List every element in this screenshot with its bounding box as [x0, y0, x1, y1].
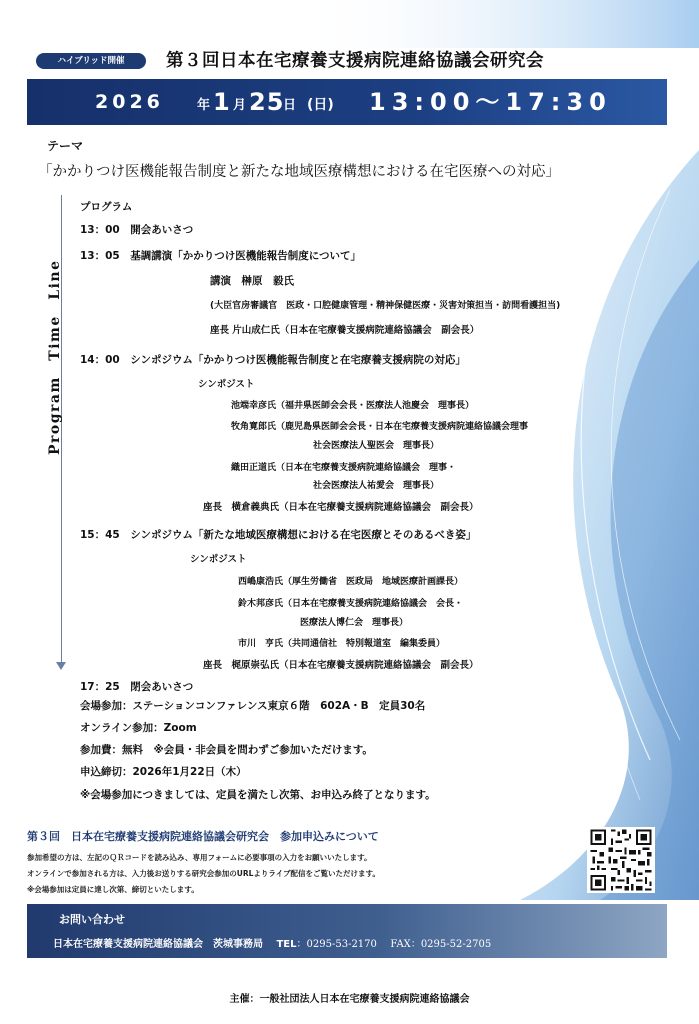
date-banner	[27, 79, 667, 125]
contact-fax: 0295-52-2705	[420, 939, 492, 950]
date-month: 1	[213, 88, 230, 116]
keynote-speaker-affiliation: (大臣官房審議官 医政・口腔健康管理・精神保健医療・災害対策担当・訪問看護担当)	[210, 301, 561, 311]
contact-tel-label: TEL	[276, 939, 297, 950]
date-weekday: (日)	[307, 97, 334, 113]
registration-line-2: オンラインで参加される方は、入力後お送りする研究会参加のURLよりライブ配信をご覧いただけます。	[27, 869, 380, 878]
symposium-2-chair: 座長 梶原崇弘氏（日本在宅療養支援病院連絡協議会 副会長）	[203, 660, 479, 671]
contact-fax-label: FAX	[390, 939, 411, 950]
contact-tel[interactable]: 0295-53-2170	[306, 939, 377, 950]
date-day: 25	[249, 88, 285, 116]
keynote-chair: 座長 片山成仁氏（日本在宅療養支援病院連絡協議会 副会長）	[210, 325, 480, 336]
info-fee: 参加費：無料 ※会員・非会員を問わずご参加いただけます。	[80, 744, 373, 756]
info-venue: 会場参加：ステーションコンファレンス東京６階 602A・B 定員30名	[80, 700, 426, 712]
contact-panel	[27, 904, 667, 958]
symposium-2-panelist-2: 鈴木邦彦氏（日本在宅療養支援病院連絡協議会 会長・	[238, 599, 464, 609]
date-year: 2026	[95, 91, 164, 113]
info-note: ※会場参加につきましては、定員を満たし次第、お申込み終了となります。	[80, 789, 436, 801]
program-closing: 17：25 閉会あいさつ	[80, 681, 194, 693]
host-organization: 主催：一般社団法人日本在宅療養支援病院連絡協議会	[229, 994, 470, 1005]
contact-organization: 日本在宅療養支援病院連絡協議会 茨城事務局	[53, 939, 263, 950]
theme-label: テーマ	[47, 139, 84, 153]
theme-text: 「かかりつけ医機能報告制度と新たな地域医療構想における在宅医療への対応」	[38, 164, 560, 180]
symposium-2-panelist-1: 西嶋康浩氏（厚生労働省 医政局 地域医療計画課長）	[238, 577, 464, 587]
symposium-1-panelist-2: 牧角寛郎氏（鹿児島県医師会会長・日本在宅療養支援病院連絡協議会理事	[231, 422, 529, 432]
keynote-speaker: 講演 榊原 毅氏	[210, 275, 294, 287]
date-year-unit: 年	[197, 98, 211, 113]
symposium-2-panelist-2-cont: 医療法人博仁会 理事長）	[300, 618, 409, 628]
contact-details: 日本在宅療養支援病院連絡協議会 茨城事務局 TEL：0295-53-2170 FAX：0295-52-2705	[53, 939, 492, 950]
program-keynote: 13：05 基調講演「かかりつけ医機能報告制度について」	[80, 250, 362, 262]
program-opening: 13：00 開会あいさつ	[80, 224, 194, 236]
registration-title: 第３回 日本在宅療養支援病院連絡協議会研究会 参加申込みについて	[27, 830, 379, 843]
hybrid-badge: ハイブリッド開催	[36, 53, 146, 69]
registration-line-1: 参加希望の方は、左記のＱＲコードを読み込み、専用フォームに必要事項の入力をお願いいたします。	[27, 853, 372, 862]
symposium-2-panelist-3: 市川 亨氏（共同通信社 特別報道室 編集委員）	[238, 639, 446, 649]
page-title: 第３回日本在宅療養支援病院連絡協議会研究会	[166, 51, 544, 71]
date-time: 13:00〜17:30	[369, 88, 612, 116]
date-month-unit: 月	[233, 98, 247, 113]
qr-code[interactable]	[587, 827, 655, 893]
symposium-2-panelist-label: シンポジスト	[190, 554, 247, 565]
date-day-unit: 日	[283, 98, 297, 113]
symposium-1-panelist-3-cont: 社会医療法人祐愛会 理事長）	[313, 481, 440, 491]
timeline-arrow-icon	[56, 662, 66, 670]
symposium-1-panelist-label: シンポジスト	[198, 379, 255, 390]
program-symposium-1: 14：00 シンポジウム「かかりつけ医機能報告制度と在宅療養支援病院の対応」	[80, 354, 466, 366]
info-online: オンライン参加：Zoom	[80, 722, 197, 734]
registration-line-3: ※会場参加は定員に達し次第、締切といたします。	[27, 885, 199, 894]
symposium-1-panelist-3: 織田正道氏（日本在宅療養支援病院連絡協議会 理事・	[231, 463, 457, 473]
timeline-label: Program Time Line	[47, 259, 63, 455]
program-heading: プログラム	[80, 201, 133, 213]
program-symposium-2: 15：45 シンポジウム「新たな地域医療構想における在宅医療とそのあるべき姿」	[80, 529, 477, 541]
symposium-1-chair: 座長 横倉義典氏（日本在宅療養支援病院連絡協議会 副会長）	[203, 502, 479, 513]
symposium-1-panelist-2-cont: 社会医療法人聖医会 理事長）	[313, 441, 440, 451]
contact-heading: お問い合わせ	[59, 913, 125, 926]
info-deadline: 申込締切：2026年1月22日（木）	[80, 766, 247, 778]
symposium-1-panelist-1: 池端幸彦氏（福井県医師会会長・医療法人池慶会 理事長）	[231, 401, 475, 411]
